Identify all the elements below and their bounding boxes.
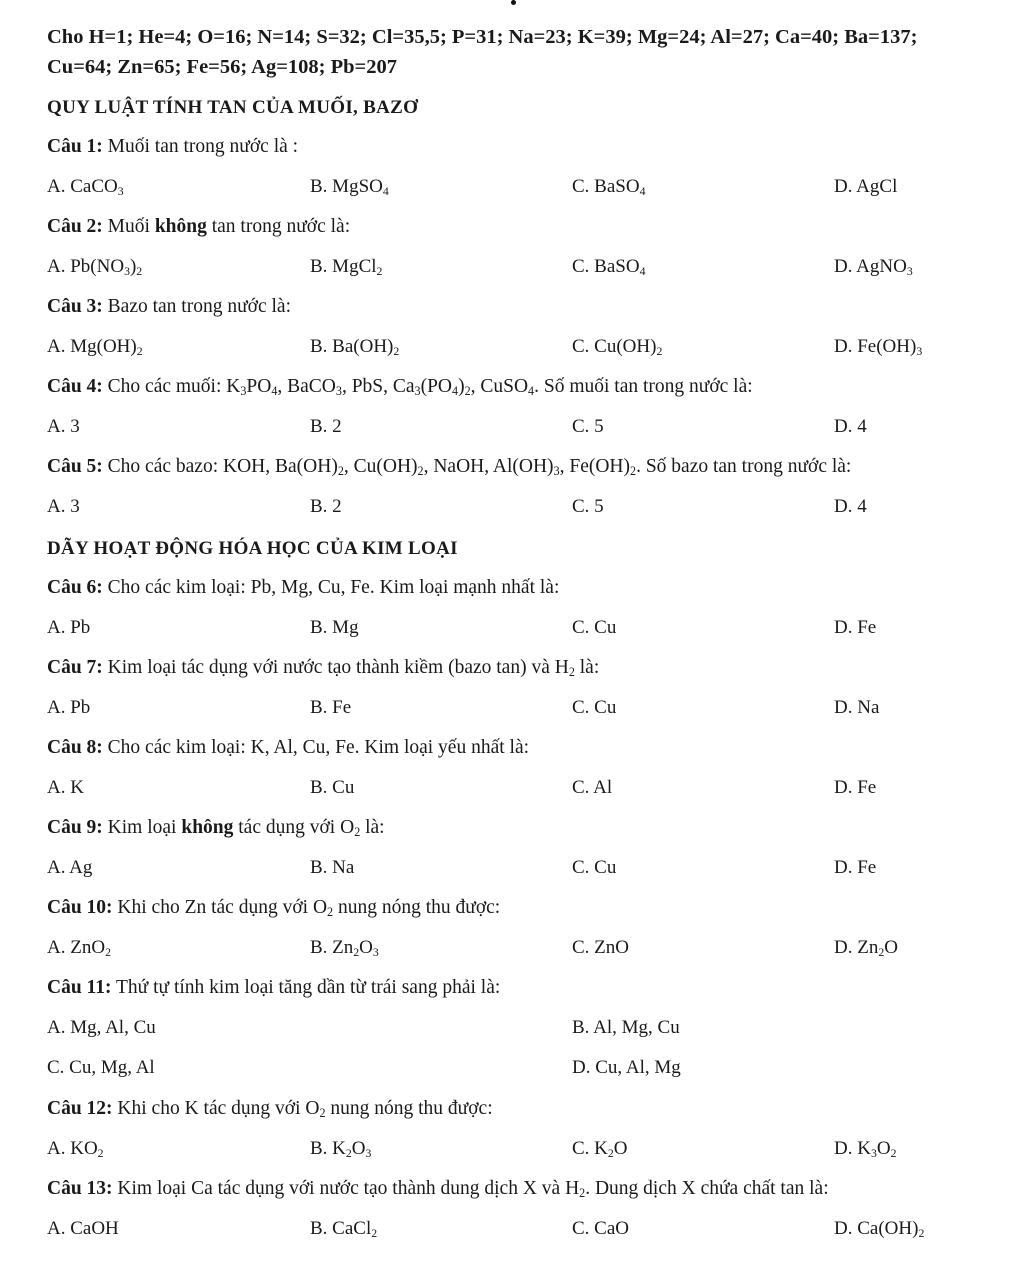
question-7-option-c: C. Cu	[572, 697, 617, 718]
question-13-option-c: C. CaO	[572, 1218, 629, 1239]
question-11: Câu 11: Thứ tự tính kim loại tăng dần từ trái sang phải là:	[47, 977, 501, 998]
question-10-option-a: A. ZnO$_2$	[47, 937, 111, 959]
question-11-option-a: A. Mg, Al, Cu	[47, 1017, 156, 1038]
question-3: Câu 3: Bazo tan trong nước là:	[47, 296, 291, 317]
question-10-option-b: B. $Zn_2O_3$	[310, 937, 379, 959]
question-11-option-d: D. Cu, Al, Mg	[572, 1057, 681, 1078]
question-5: Câu 5: Cho các bazo: KOH, $Ba(OH)_2$, $Cu(OH)_2$, NaOH, $Al(OH)_3$, $Fe(OH)_2$. Số bazo tan trong nước là:	[47, 456, 852, 479]
question-8-option-c: C. Al	[572, 777, 613, 798]
question-4-option-c: C. 5	[572, 416, 604, 437]
question-4-option-a: A. 3	[47, 416, 80, 437]
question-4-option-b: B. 2	[310, 416, 342, 437]
question-2-option-d: D. AgNO$_3$	[834, 256, 913, 278]
question-3-option-a: A. $Mg(OH)_2$	[47, 336, 143, 358]
question-9: Câu 9: Kim loại không tác dụng với $O_2$ là:	[47, 817, 385, 840]
question-2-option-b: B. MgCl$_2$	[310, 256, 383, 278]
question-5-option-a: A. 3	[47, 496, 80, 517]
question-11-option-c: C. Cu, Mg, Al	[47, 1057, 155, 1078]
question-13-option-d: D. $Ca(OH)_2$	[834, 1218, 925, 1240]
question-10-option-c: C. ZnO	[572, 937, 629, 958]
question-4-option-d: D. 4	[834, 416, 867, 437]
question-1: Câu 1: Muối tan trong nước là :	[47, 136, 299, 157]
question-5-option-d: D. 4	[834, 496, 867, 517]
question-2-option-c: C. BaSO$_4$	[572, 256, 646, 278]
question-6-option-b: B. Mg	[310, 617, 359, 638]
page-dot	[511, 0, 516, 5]
question-7-option-a: A. Pb	[47, 697, 91, 718]
question-12-option-d: D. $K_3O_2$	[834, 1138, 897, 1160]
question-9-option-a: A. Ag	[47, 857, 93, 878]
question-7-option-b: B. Fe	[310, 697, 352, 718]
question-9-option-c: C. Cu	[572, 857, 617, 878]
question-3-option-d: D. $Fe(OH)_3$	[834, 336, 923, 358]
question-6: Câu 6: Cho các kim loại: Pb, Mg, Cu, Fe. Kim loại mạnh nhất là:	[47, 577, 560, 598]
section-heading-activity-series: DÃY HOẠT ĐỘNG HÓA HỌC CỦA KIM LOẠI	[47, 538, 458, 559]
question-5-option-c: C. 5	[572, 496, 604, 517]
question-1-option-b: B. MgSO$_4$	[310, 176, 389, 198]
section-heading-solubility: QUY LUẬT TÍNH TAN CỦA MUỐI, BAZƠ	[47, 97, 419, 118]
question-2: Câu 2: Muối không tan trong nước là:	[47, 216, 351, 237]
question-12: Câu 12: Khi cho K tác dụng với $O_2$ nung nóng thu được:	[47, 1098, 493, 1121]
atomic-masses-line-2: Cu=64; Zn=65; Fe=56; Ag=108; Pb=207	[47, 56, 397, 78]
question-4: Câu 4: Cho các muối: $K_3PO_4$, BaCO$_3$, PbS, $Ca_3(PO_4)_2$, CuSO$_4$. Số muối tan trong nước là:	[47, 376, 753, 399]
question-11-option-b: B. Al, Mg, Cu	[572, 1017, 680, 1038]
question-13-option-b: B. CaCl$_2$	[310, 1218, 378, 1240]
question-10: Câu 10: Khi cho Zn tác dụng với $O_2$ nung nóng thu được:	[47, 897, 501, 920]
question-6-option-c: C. Cu	[572, 617, 617, 638]
question-10-option-d: D. $Zn_2O$	[834, 937, 898, 959]
question-8: Câu 8: Cho các kim loại: K, Al, Cu, Fe. Kim loại yếu nhất là:	[47, 737, 530, 758]
question-5-option-b: B. 2	[310, 496, 342, 517]
atomic-masses-line-1: Cho H=1; He=4; O=16; N=14; S=32; Cl=35,5; P=31; Na=23; K=39; Mg=24; Al=27; Ca=40; Ba=137;	[47, 26, 918, 48]
question-8-option-b: B. Cu	[310, 777, 355, 798]
question-6-option-a: A. Pb	[47, 617, 91, 638]
question-12-option-a: A. $KO_2$	[47, 1138, 104, 1160]
question-1-option-a: A. CaCO$_3$	[47, 176, 124, 198]
question-1-option-c: C. BaSO$_4$	[572, 176, 646, 198]
question-12-option-c: C. $K_2O$	[572, 1138, 628, 1160]
question-12-option-b: B. $K_2O_3$	[310, 1138, 372, 1160]
question-3-option-c: C. $Cu(OH)_2$	[572, 336, 663, 358]
question-7: Câu 7: Kim loại tác dụng với nước tạo thành kiềm (bazo tan) và $H_2$ là:	[47, 657, 600, 680]
question-8-option-d: D. Fe	[834, 777, 877, 798]
question-3-option-b: B. $Ba(OH)_2$	[310, 336, 400, 358]
question-1-option-d: D. AgCl	[834, 176, 898, 197]
question-2-option-a: A. $Pb(NO_3)_2$	[47, 256, 143, 278]
question-13-option-a: A. CaOH	[47, 1218, 119, 1239]
question-6-option-d: D. Fe	[834, 617, 877, 638]
question-8-option-a: A. K	[47, 777, 84, 798]
question-9-option-d: D. Fe	[834, 857, 877, 878]
question-7-option-d: D. Na	[834, 697, 880, 718]
question-9-option-b: B. Na	[310, 857, 355, 878]
question-13: Câu 13: Kim loại Ca tác dụng với nước tạo thành dung dịch X và $H_2$. Dung dịch X chứa chất tan là:	[47, 1178, 829, 1201]
